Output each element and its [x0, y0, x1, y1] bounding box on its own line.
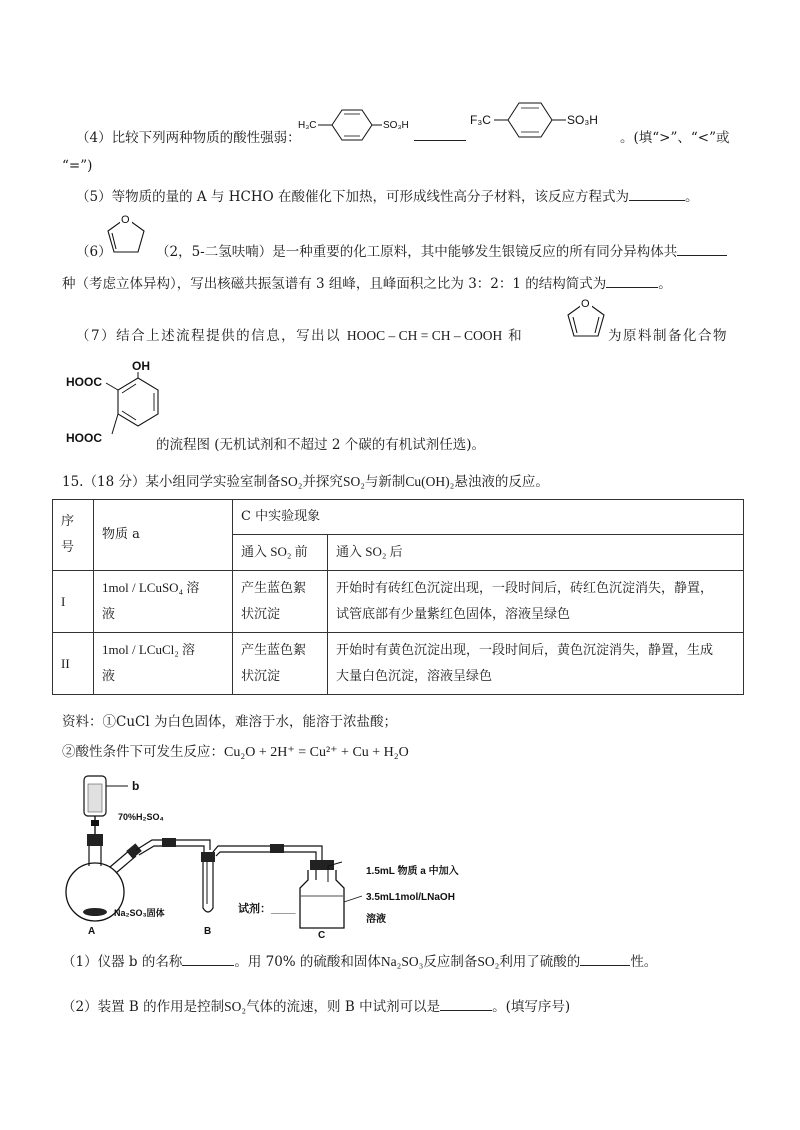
q2-blank[interactable] [440, 996, 492, 1011]
molecule-toluenesulfonic-acid [294, 94, 414, 154]
mol2-right: SO₃H [567, 113, 598, 127]
info-2: ②酸性条件下可发生反应：Cu₂O + 2H⁺ = Cu²⁺ + Cu + H₂O [62, 744, 409, 760]
hooc-label-1: HOOC [66, 375, 102, 389]
q6-line1: （2，5-二氢呋喃）是一种重要的化工原料，其中能够发生银镜反应的所有同分异构体共 [156, 240, 727, 260]
q7-line1-end: 为原料制备化合物 [608, 328, 728, 344]
mol2-left: F₃C [470, 113, 491, 127]
q6-line2: 种（考虑立体异构），写出核磁共振氢谱有 3 组峰，且峰面积之比为 3：2：1 的结构简式为 。 [62, 272, 672, 292]
furan-structure [562, 296, 612, 344]
q4-answer-blank[interactable] [414, 126, 466, 141]
gas-bottle-c [300, 860, 344, 928]
q7-tail: 的流程图 (无机试剂和不超过 2 个碳的有机试剂任选)。 [156, 437, 485, 453]
table-row: II 1mol / LCuCl₂ 溶 液 产生蓝色絮 状沉淀 开始时有黄色沉淀出现，一段时间后，黄色沉淀消失，静置，生成 大量白色沉淀，溶液呈绿色 [53, 633, 744, 695]
molecule-trifluoromethylbenzenesulfonic-acid [466, 88, 616, 152]
label-c3: 溶液 [366, 914, 386, 925]
q1-blank2[interactable] [580, 951, 630, 966]
q1-blank1[interactable] [182, 951, 234, 966]
mol1-left: H₃C [298, 120, 317, 131]
oh-label: OH [132, 359, 150, 373]
q1-line: （1）仪器 b 的名称 。用 70% 的硫酸和固体Na₂SO₃反应制备SO₂利用了硫酸的 性。 [62, 950, 657, 970]
q15-heading: 15.（18 分）某小组同学实验室制备SO₂并探究SO₂与新制Cu(OH)₂悬浊液的反应。 [62, 474, 549, 490]
cu2o-equation: Cu₂O + 2H⁺ = Cu²⁺ + Cu + H₂O [224, 745, 409, 760]
label-reagent: 试剂：____ [238, 903, 296, 915]
mol1-right: SO₃H [383, 120, 409, 131]
info-1: 资料：①CuCl 为白色固体，难溶于水，能溶于浓盐酸； [62, 714, 397, 730]
col-before: 通入 SO₂ 前 [233, 535, 328, 571]
hooc-label-2: HOOC [66, 431, 102, 445]
label-A: A [88, 926, 96, 937]
label-b: b [132, 779, 140, 793]
table-row: I 1mol / LCuSO₄ 溶 液 产生蓝色絮 状沉淀 开始时有砖红色沉淀出现，一段时间后，砖红色沉淀消失，静置， 试管底部有少量紫红色固体，溶液呈绿色 [53, 571, 744, 633]
q5-text: （5）等物质的量的 A 与 HCHO 在酸催化下加热，可形成线性高分子材料，该反应方程式为 。 [76, 185, 698, 205]
dihydrofuran-structure [100, 212, 152, 262]
separatory-funnel [84, 776, 106, 834]
q5-answer-blank[interactable] [629, 186, 685, 201]
label-B: B [204, 926, 212, 937]
q6-num: （6） [76, 244, 112, 260]
q4-line2: “=”) [62, 158, 93, 174]
test-tube-b [201, 852, 215, 912]
maleic-acid-formula: HOOC – CH = CH – COOH [346, 328, 503, 343]
label-acid: 70%H₂SO₄ [118, 812, 164, 822]
col-after: 通入 SO₂ 后 [328, 535, 744, 571]
svg-text:O: O [581, 298, 590, 310]
col-seq: 序号 [53, 500, 94, 571]
apparatus-diagram [60, 770, 500, 940]
q4-suffix: 。(填“>”、“<”或 [620, 130, 730, 146]
label-solid: Na₂SO₃固体 [114, 908, 165, 918]
label-c2: 3.5mL1mol/LNaOH [366, 892, 455, 903]
q6-blank2[interactable] [606, 273, 658, 288]
svg-text:O: O [121, 214, 130, 226]
label-c1: 1.5mL 物质 a 中加入 [366, 866, 459, 877]
label-C: C [318, 930, 326, 940]
col-phenomenon: C 中实验现象 [233, 500, 744, 535]
q2-line: （2）装置 B 的作用是控制SO₂气体的流速，则 B 中试剂可以是 。(填写序号) [62, 995, 570, 1015]
q7-line1: （7）结合上述流程提供的信息，写出以 HOOC – CH = CH – COOH 和 [76, 328, 524, 344]
q6-blank1[interactable] [677, 241, 727, 256]
col-substance: 物质 a [94, 500, 233, 571]
experiment-table [52, 499, 744, 695]
q4-prefix: （4）比较下列两种物质的酸性强弱： [76, 130, 301, 146]
